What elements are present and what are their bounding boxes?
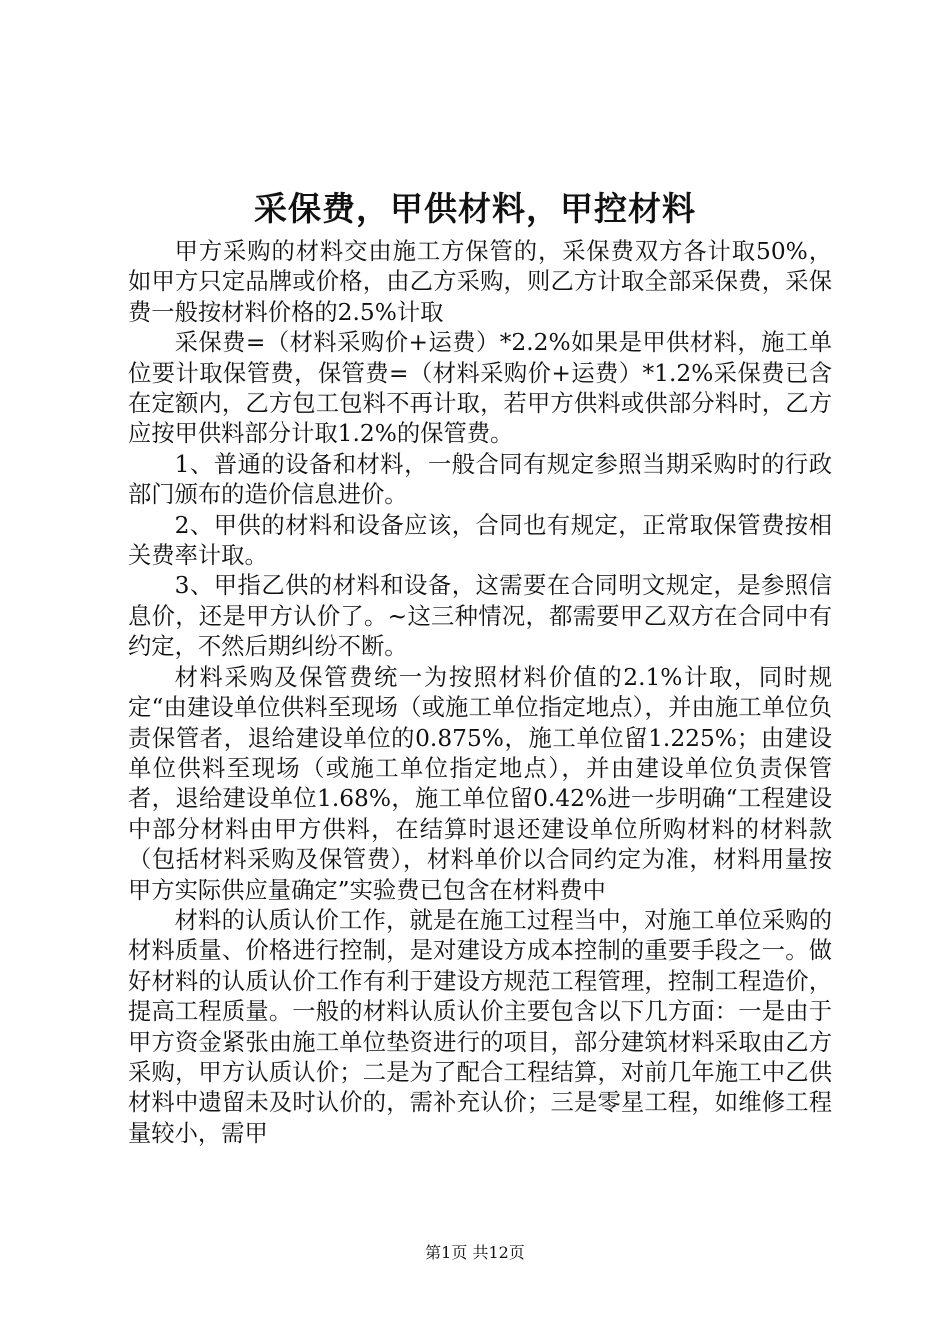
paragraph-7: 材料的认质认价工作，就是在施工过程当中，对施工单位采购的材料质量、价格进行控制，是对建设方成本控制的重要手段之一。做好材料的认质认价工作有利于建设方规范工程管理，控制工程造价，提高工程质量。一般的材料认质认价主要包含以下几方面：一是由于甲方资金紧张由施工单位垫资进行的项目，部分建筑材料采取由乙方采购，甲方认质认价；二是为了配合工程结算，对前几年施工中乙供材料中遗留未及时认价的，需补充认价；三是零星工程，如维修工程量较小，需甲 <box>128 906 832 1147</box>
paragraph-2: 采保费=（材料采购价+运费）*2.2%如果是甲供材料，施工单位要计取保管费，保管费=（材料采购价+运费）*1.2%采保费已含在定额内，乙方包工包料不再计取，若甲方供料或供部分料时，乙方应按甲供料部分计取1.2%的保管费。 <box>128 329 832 448</box>
document-body <box>128 237 832 1149</box>
paragraph-4: 2、甲供的材料和设备应该，合同也有规定，正常取保管费按相关费率计取。 <box>128 511 832 570</box>
paragraph-6: 材料采购及保管费统一为按照材料价值的2.1%计取，同时规定“由建设单位供料至现场（或施工单位指定地点），并由施工单位负责保管者，退给建设单位的0.875%，施工单位留1.225%；由建设单位供料至现场（或施工单位指定地点），并由建设单位负责保管者，退给建设单位1.68%，施工单位留0.42%进一步明确“工程建设中部分材料由甲方供料，在结算时退还建设单位所购材料的材料款（包括材料采购及保管费），材料单价以合同约定为准，材料用量按甲方实际供应量确定”实验费已包含在材料费中 <box>128 663 832 904</box>
paragraph-3: 1、普通的设备和材料，一般合同有规定参照当期采购时的行政部门颁布的造价信息进价。 <box>128 450 832 509</box>
paragraph-5: 3、甲指乙供的材料和设备，这需要在合同明文规定，是参照信息价，还是甲方认价了。~这三种情况，都需要甲乙双方在合同中有约定，不然后期纠纷不断。 <box>128 572 832 661</box>
paragraph-1: 甲方采购的材料交由施工方保管的，采保费双方各计取50%，如甲方只定品牌或价格，由乙方采购，则乙方计取全部采保费，采保费一般按材料价格的2.5%计取 <box>128 238 832 326</box>
document-title: 采保费，甲供材料，甲控材料 <box>254 189 696 228</box>
page-footer: 第1页 共12页 <box>425 1243 525 1262</box>
